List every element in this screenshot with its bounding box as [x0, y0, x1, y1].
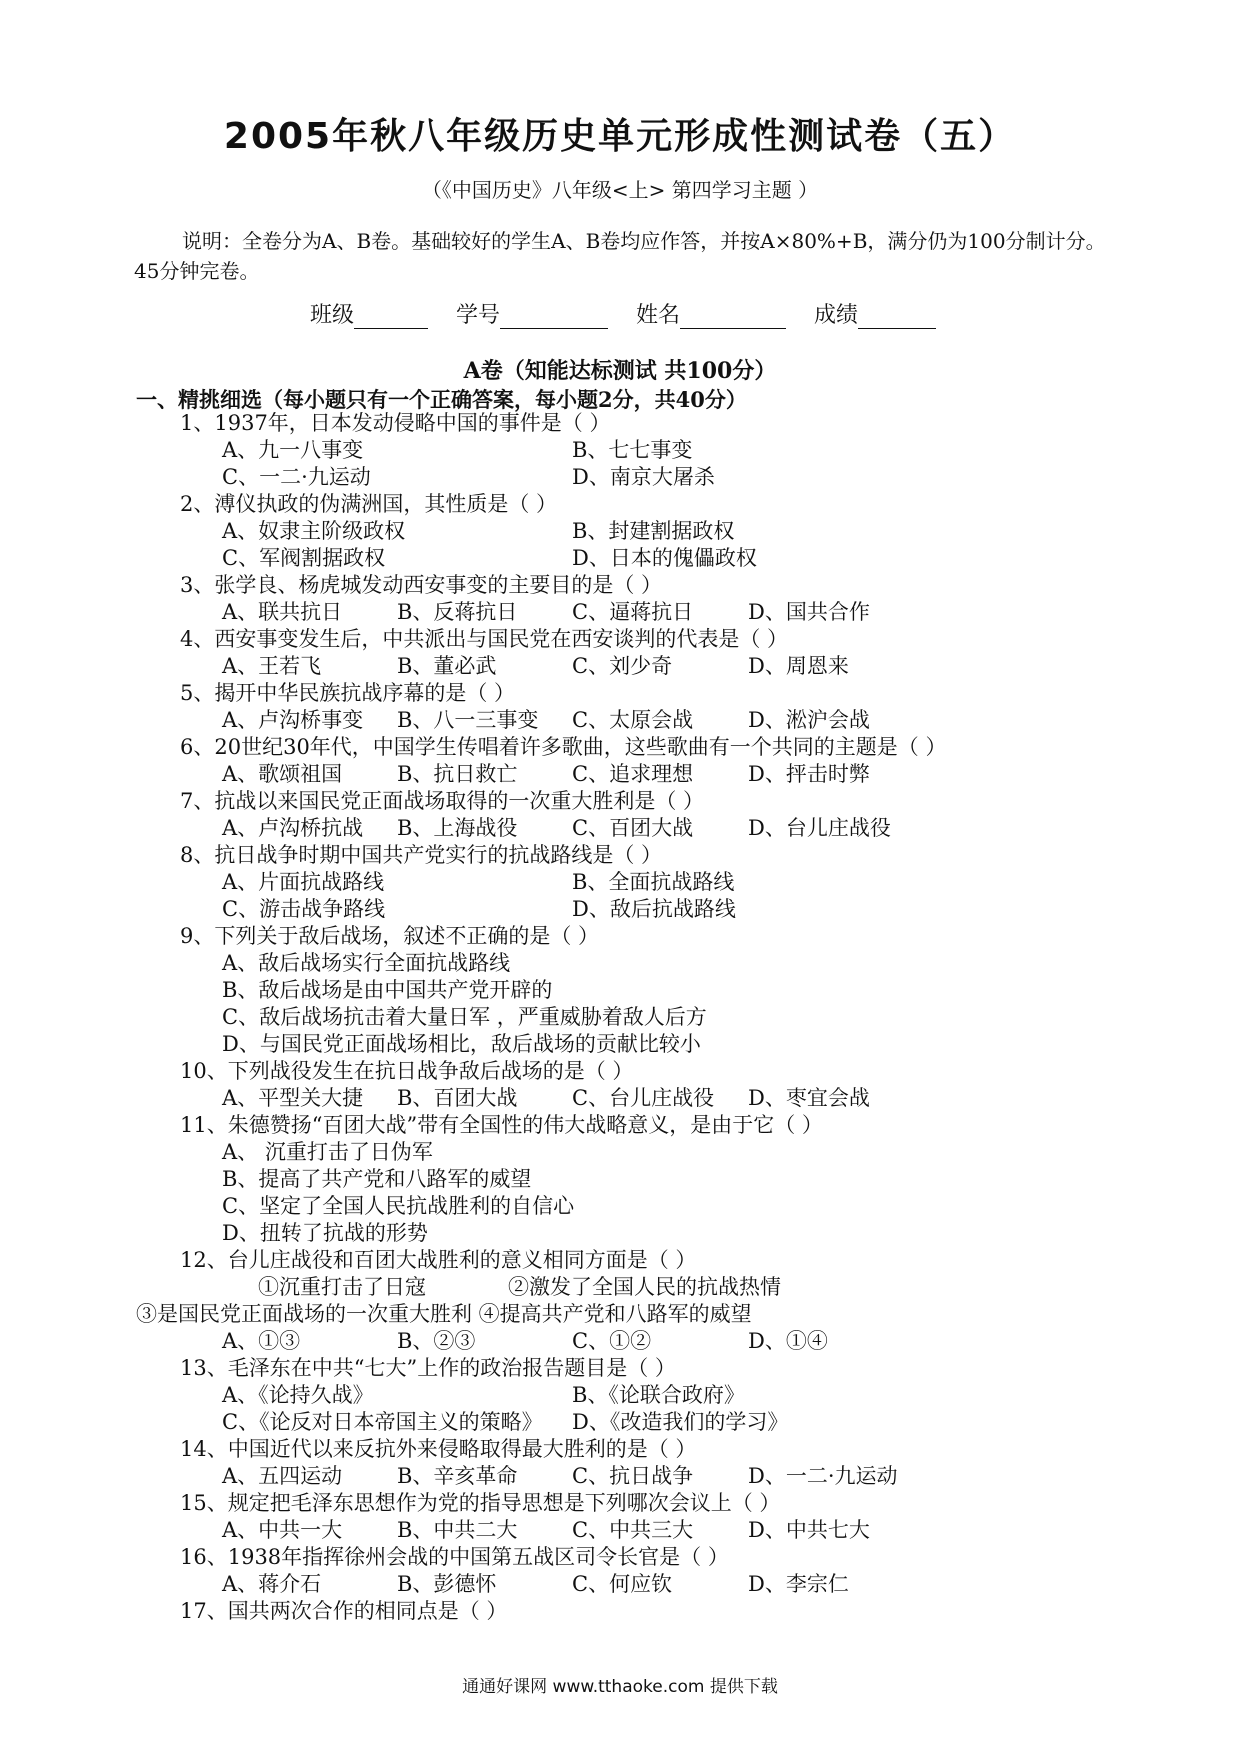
q6-option-b: B、抗日救亡 — [397, 762, 518, 786]
q11-option-a: A、 沉重打击了日伪军 — [222, 1140, 433, 1164]
q3-option-c: C、逼蒋抗日 — [572, 600, 694, 624]
q9-option-c: C、敌后战场抗击着大量日军 ，严重威胁着敌人后方 — [222, 1005, 707, 1029]
q11-option-b: B、提高了共产党和八路军的威望 — [222, 1167, 532, 1191]
q2-option-a: A、奴隶主阶级政权 — [222, 519, 406, 543]
q4-option-b: B、董必武 — [397, 654, 497, 678]
q12-option-c: C、①② — [572, 1329, 652, 1353]
q8-option-c: C、游击战争路线 — [222, 897, 386, 921]
q13-option-a: A、《论持久战》 — [222, 1383, 374, 1407]
q16-stem: 16、1938年指挥徐州会战的中国第五战区司令长官是（ ） — [180, 1545, 729, 1569]
score-blank[interactable] — [858, 306, 936, 329]
section-a-heading: A卷（知能达标测试 共100分） — [463, 358, 777, 384]
q10-option-d: D、枣宜会战 — [748, 1086, 870, 1110]
score-field — [814, 298, 936, 329]
name-label: 姓名 — [636, 303, 681, 328]
q13-option-b: B、《论联合政府》 — [572, 1383, 745, 1407]
q4-option-d: D、周恩来 — [748, 654, 849, 678]
q10-stem: 10、下列战役发生在抗日战争敌后战场的是（ ） — [180, 1059, 634, 1083]
instructions-note: 说明：全卷分为A、B卷。基础较好的学生A、B卷均应作答，并按A×80%+B，满分仍为100分制计分。45分钟完卷。 — [134, 229, 1106, 283]
q1-stem: 1、1937年，日本发动侵略中国的事件是（ ） — [180, 411, 611, 435]
q16-option-a: A、蒋介石 — [222, 1572, 322, 1596]
q6-option-a: A、歌颂祖国 — [222, 762, 343, 786]
q17-stem: 17、国共两次合作的相同点是（ ） — [180, 1599, 508, 1623]
q7-option-c: C、百团大战 — [572, 816, 694, 840]
q11-stem: 11、朱德赞扬“百团大战”带有全国性的伟大战略意义，是由于它（ ） — [180, 1113, 823, 1137]
q12-option-a: A、①③ — [222, 1329, 301, 1353]
q10-option-c: C、台儿庄战役 — [572, 1086, 715, 1110]
q13-option-d: D、《改造我们的学习》 — [572, 1410, 789, 1434]
q10-option-a: A、平型关大捷 — [222, 1086, 364, 1110]
q9-option-a: A、敌后战场实行全面抗战路线 — [222, 951, 511, 975]
number-blank[interactable] — [500, 306, 608, 329]
q3-option-a: A、联共抗日 — [222, 600, 343, 624]
class-blank[interactable] — [354, 306, 428, 329]
q1-option-a: A、九一八事变 — [222, 438, 364, 462]
q2-stem: 2、溥仪执政的伪满洲国，其性质是（ ） — [180, 492, 558, 516]
number-field — [456, 298, 608, 329]
q7-option-a: A、卢沟桥抗战 — [222, 816, 364, 840]
name-field — [636, 298, 786, 329]
q14-option-d: D、一二·九运动 — [748, 1464, 898, 1488]
number-label: 学号 — [456, 303, 501, 328]
q4-option-a: A、王若飞 — [222, 654, 322, 678]
page-title: 2005年秋八年级历史单元形成性测试卷（五） — [223, 116, 1017, 157]
q5-option-d: D、淞沪会战 — [748, 708, 870, 732]
q12-statement-1: ①沉重打击了日寇 — [258, 1275, 426, 1299]
q12-option-b: B、②③ — [397, 1329, 476, 1353]
q8-stem: 8、抗日战争时期中国共产党实行的抗战路线是（ ） — [180, 843, 663, 867]
q4-option-c: C、刘少奇 — [572, 654, 673, 678]
q12-option-d: D、①④ — [748, 1329, 828, 1353]
q6-option-d: D、抨击时弊 — [748, 762, 870, 786]
q2-option-b: B、封建割据政权 — [572, 519, 735, 543]
q12-stem: 12、台儿庄战役和百团大战胜利的意义相同方面是（ ） — [180, 1248, 697, 1272]
q3-stem: 3、张学良、杨虎城发动西安事变的主要目的是（ ） — [180, 573, 663, 597]
q15-stem: 15、规定把毛泽东思想作为党的指导思想是下列哪次会议上（ ） — [180, 1491, 781, 1515]
part-one-heading: 一、精挑细选（每小题只有一个正确答案，每小题2分，共40分） — [136, 387, 747, 412]
q7-option-b: B、上海战役 — [397, 816, 518, 840]
q16-option-d: D、李宗仁 — [748, 1572, 849, 1596]
q10-option-b: B、百团大战 — [397, 1086, 518, 1110]
q9-option-d: D、与国民党正面战场相比，敌后战场的贡献比较小 — [222, 1032, 701, 1056]
q15-option-a: A、中共一大 — [222, 1518, 343, 1542]
student-info-row — [310, 298, 1010, 329]
class-field — [310, 298, 428, 329]
q14-option-b: B、辛亥革命 — [397, 1464, 518, 1488]
q9-option-b: B、敌后战场是由中国共产党开辟的 — [222, 978, 553, 1002]
q1-option-d: D、南京大屠杀 — [572, 465, 715, 489]
q15-option-d: D、中共七大 — [748, 1518, 870, 1542]
q8-option-b: B、全面抗战路线 — [572, 870, 735, 894]
q4-stem: 4、西安事变发生后，中共派出与国民党在西安谈判的代表是（ ） — [180, 627, 789, 651]
q11-option-c: C、坚定了全国人民抗战胜利的自信心 — [222, 1194, 575, 1218]
q6-option-c: C、追求理想 — [572, 762, 694, 786]
q2-option-d: D、日本的傀儡政权 — [572, 546, 757, 570]
q1-option-c: C、一二·九运动 — [222, 465, 371, 489]
q6-stem: 6、20世纪30年代，中国学生传唱着许多歌曲，这些歌曲有一个共同的主题是（ ） — [180, 735, 947, 759]
q1-option-b: B、七七事变 — [572, 438, 693, 462]
q8-option-a: A、片面抗战路线 — [222, 870, 385, 894]
q5-stem: 5、揭开中华民族抗战序幕的是（ ） — [180, 681, 516, 705]
q7-stem: 7、抗战以来国民党正面战场取得的一次重大胜利是（ ） — [180, 789, 705, 813]
q3-option-b: B、反蒋抗日 — [397, 600, 518, 624]
q14-option-a: A、五四运动 — [222, 1464, 343, 1488]
class-label: 班级 — [310, 303, 355, 328]
q5-option-b: B、八一三事变 — [397, 708, 539, 732]
q2-option-c: C、军阀割据政权 — [222, 546, 386, 570]
q5-option-c: C、太原会战 — [572, 708, 694, 732]
q15-option-b: B、中共二大 — [397, 1518, 518, 1542]
name-blank[interactable] — [680, 306, 786, 329]
q8-option-d: D、敌后抗战路线 — [572, 897, 736, 921]
q12-statement-2: ②激发了全国人民的抗战热情 — [508, 1275, 781, 1299]
q13-stem: 13、毛泽东在中共“七大”上作的政治报告题目是（ ） — [180, 1356, 676, 1380]
q9-stem: 9、下列关于敌后战场，叙述不正确的是（ ） — [180, 924, 600, 948]
q12-statements-3-4: ③是国民党正面战场的一次重大胜利 ④提高共产党和八路军的威望 — [136, 1302, 752, 1326]
q13-option-c: C、《论反对日本帝国主义的策略》 — [222, 1410, 543, 1434]
page-subtitle: （《中国历史》八年级<上> 第四学习主题 ） — [421, 178, 819, 202]
q15-option-c: C、中共三大 — [572, 1518, 694, 1542]
q16-option-b: B、彭德怀 — [397, 1572, 497, 1596]
q14-stem: 14、中国近代以来反抗外来侵略取得最大胜利的是（ ） — [180, 1437, 697, 1461]
q7-option-d: D、台儿庄战役 — [748, 816, 891, 840]
score-label: 成绩 — [814, 303, 859, 328]
q16-option-c: C、何应钦 — [572, 1572, 673, 1596]
q14-option-c: C、抗日战争 — [572, 1464, 694, 1488]
q11-option-d: D、扭转了抗战的形势 — [222, 1221, 428, 1245]
page-footer: 通通好课网 www.tthaoke.com 提供下载 — [462, 1677, 778, 1697]
q3-option-d: D、国共合作 — [748, 600, 870, 624]
q5-option-a: A、卢沟桥事变 — [222, 708, 364, 732]
